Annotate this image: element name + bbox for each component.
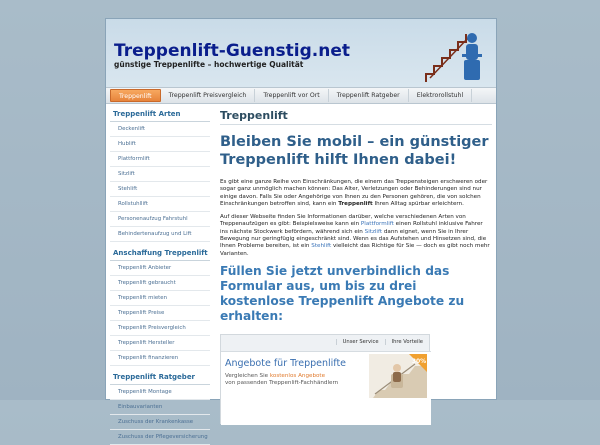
link-stehlift[interactable]: Stehlift (311, 243, 332, 250)
sidebar-item[interactable]: Treppenlift Preise (110, 306, 210, 321)
sidebar-item[interactable]: Treppenlift Hersteller (110, 336, 210, 351)
tab-ihre-vorteile[interactable]: Ihre Vorteile (385, 339, 429, 345)
stairlift-photo-icon (369, 354, 427, 398)
nav-item-preisvergleich[interactable]: Treppenlift Preisvergleich (161, 89, 256, 102)
cta-heading: Füllen Sie jetzt unverbindlich das Formular aus, um bis zu drei kostenlose Treppenlift Angebote zu erhalten: (220, 263, 465, 323)
form-panel (221, 351, 431, 425)
page-container (105, 18, 497, 440)
offer-form-widget (220, 334, 430, 424)
main-nav (106, 87, 496, 104)
sidebar-heading: Treppenlift Arten (110, 107, 210, 122)
discount-badge: 30% (411, 357, 427, 365)
sidebar-item[interactable]: Treppenlift Anbieter (110, 261, 210, 276)
sidebar-group-ratgeber (110, 370, 210, 445)
site-tagline: günstige Treppenlifte – hochwertige Qualität (114, 60, 304, 69)
nav-item-vor-ort[interactable]: Treppenlift vor Ort (255, 89, 328, 102)
sidebar-heading: Treppenlift Ratgeber (110, 370, 210, 385)
page-title: Treppenlift (220, 109, 492, 125)
site-header (106, 19, 496, 87)
sidebar-item[interactable]: Treppenlift Montage (110, 385, 210, 400)
nav-item-treppenlift[interactable]: Treppenlift (110, 89, 161, 102)
sidebar-item[interactable]: Deckenlift (110, 122, 210, 137)
sidebar-item[interactable]: Treppenlift mieten (110, 291, 210, 306)
headline: Bleiben Sie mobil – ein günstiger Treppenlift hilft Ihnen dabei! (220, 134, 489, 168)
sidebar-item[interactable]: Sitzlift (110, 167, 210, 182)
nav-item-elektrorollstuhl[interactable]: Elektrorollstuhl (409, 89, 472, 102)
sidebar-item[interactable]: Treppenlift finanzieren (110, 351, 210, 366)
nav-item-ratgeber[interactable]: Treppenlift Ratgeber (329, 89, 409, 102)
sidebar-item[interactable]: Behindertenaufzug und Lift (110, 227, 210, 242)
sidebar-group-arten (110, 107, 210, 242)
main-content (220, 109, 492, 401)
sidebar-item[interactable]: Treppenlift gebraucht (110, 276, 210, 291)
intro-paragraph: Es gibt eine ganze Reihe von Einschränkungen, die einem das Treppensteigen erschweren oder sogar ganz unmöglich machen können: Das Alter, Verletzungen oder Behinderungen sind nur einige davon. Falls Sie oder Angehörige von Ihnen zu den Personen gehören, die von solchen Einschränkungen betroffen sind, kann ein Treppenlift Ihren Alltag spürbar erleichtern. (220, 179, 488, 207)
sidebar-item[interactable]: Personenaufzug Fahrstuhl (110, 212, 210, 227)
types-paragraph: Auf dieser Webseite finden Sie Informationen darüber, welche verschiedenen Arten von Treppenaufzügen es gibt: Beispielsweise kann ein Plattformlift einen Rollstuhl inklusive Fahrer ins nächste Stockwerk befördern, während sich ein Sitzlift dann eignet, wenn Sie in Ihrer Bewegung nur geringfügig eingeschränkt sind. Wenn es das Aufstehen und Hinsetzen sind, die Ihnen Probleme bereiten, ist ein Stehlift vielleicht das Richtige für Sie — doch es gibt noch mehr Varianten. (220, 214, 490, 257)
form-tabs (336, 335, 429, 349)
link-plattformlift[interactable]: Plattformlift (360, 221, 394, 228)
sidebar-item[interactable]: Zuschuss der Krankenkasse (110, 415, 210, 430)
sidebar-item[interactable]: Rollstuhllift (110, 197, 210, 212)
link-sitzlift[interactable]: Sitzlift (364, 228, 383, 235)
offer-title: Angebote für Treppenlifte (225, 357, 347, 369)
stairlift-logo-icon (424, 22, 490, 84)
offer-subtitle: Vergleichen Sie kostenlos Angebote von passenden Treppenlift-Fachhändlern (225, 372, 339, 387)
sidebar-item[interactable]: Stehlift (110, 182, 210, 197)
sidebar-item[interactable]: Treppenlift Preisvergleich (110, 321, 210, 336)
sidebar-item[interactable]: Einbauvarianten (110, 400, 210, 415)
tab-unser-service[interactable]: Unser Service (336, 339, 385, 345)
sidebar-item[interactable]: Zuschuss der Pflegeversicherung (110, 430, 210, 445)
sidebar-item[interactable]: Hublift (110, 137, 210, 152)
sidebar-group-anschaffung (110, 246, 210, 366)
sidebar-heading: Anschaffung Treppenlift (110, 246, 210, 261)
sidebar (110, 107, 210, 440)
site-title[interactable]: Treppenlift-Guenstig.net (114, 41, 350, 61)
sidebar-item[interactable]: Plattformlift (110, 152, 210, 167)
